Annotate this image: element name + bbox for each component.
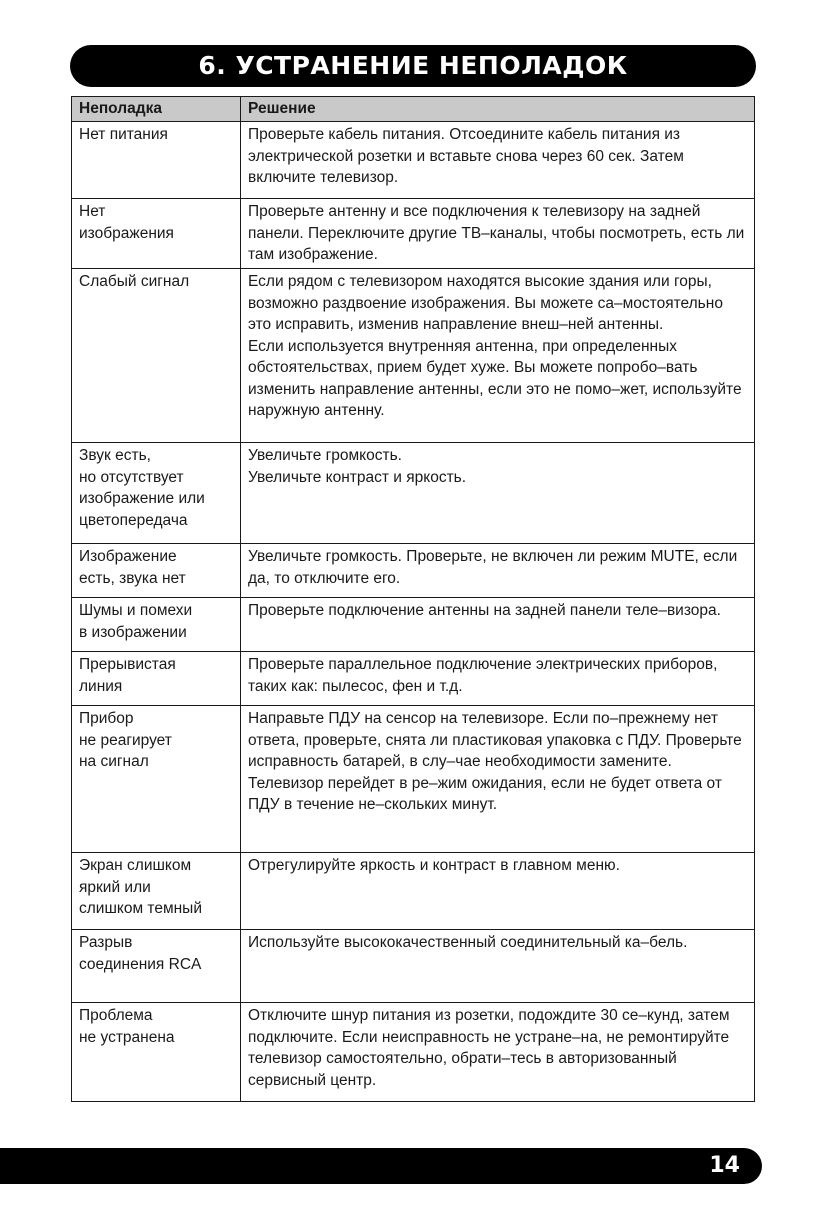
problem-text: линия	[79, 677, 123, 695]
table-row	[72, 443, 755, 544]
table-row	[72, 853, 755, 930]
solution-cell	[241, 652, 755, 706]
header-solution: Решение	[241, 97, 755, 122]
problem-text: слишком темный	[79, 900, 202, 917]
problem-cell	[72, 443, 241, 544]
problem-cell	[72, 598, 241, 652]
table-row	[72, 269, 755, 443]
table-row	[72, 544, 755, 598]
solution-text: Если рядом с телевизором находятся высокие здания или горы, возможно раздвоение изображения. Вы можете са–мостоятельно это исправить, изменив направление внеш–ней антенны.	[248, 273, 723, 333]
table-header-row	[72, 97, 755, 122]
troubleshooting-table	[71, 96, 755, 1102]
problem-cell	[72, 269, 241, 443]
solution-text: Проверьте кабель питания. Отсоедините кабель питания из электрической розетки и вставьте снова через 60 сек. Затем включите телевизор.	[248, 126, 684, 186]
solution-text: Проверьте подключение антенны на задней панели теле–визора.	[248, 602, 721, 619]
problem-text: Нет питания	[79, 126, 168, 143]
page-number: 14	[709, 1153, 740, 1178]
solution-text: Используйте высококачественный соединительный ка–бель.	[248, 934, 688, 951]
problem-cell	[72, 199, 241, 269]
solution-text: Если используется внутренняя антенна, при определенных обстоятельствах, прием будет хуже. Вы можете попробо–вать изменить направление антенны, если это не помо–жет, используйте наружную антенну.	[248, 337, 742, 419]
problem-text: цветопередача	[79, 511, 188, 529]
solution-cell	[241, 1003, 755, 1102]
table-row	[72, 706, 755, 853]
table-row	[72, 199, 755, 269]
page-title: 6. УСТРАНЕНИЕ НЕПОЛАДОК	[70, 45, 756, 87]
solution-cell	[241, 706, 755, 853]
solution-cell	[241, 930, 755, 1003]
problem-cell	[72, 122, 241, 199]
problem-cell	[72, 853, 241, 930]
table-row	[72, 122, 755, 199]
problem-text: но отсутствует	[79, 468, 184, 486]
problem-text: не устранена	[79, 1028, 175, 1046]
problem-text: Звук есть,	[79, 447, 151, 464]
table-row	[72, 930, 755, 1003]
problem-text: изображение или	[79, 490, 205, 507]
problem-cell	[72, 652, 241, 706]
problem-text: Нет	[79, 203, 106, 220]
table-body	[72, 122, 755, 1102]
problem-text: яркий или	[79, 878, 151, 896]
problem-text: на сигнал	[79, 753, 149, 770]
solution-text: Проверьте параллельное подключение электрических приборов, таких как: пылесос, фен и т.д.	[248, 656, 718, 695]
problem-text: Прерывистая	[79, 656, 176, 673]
solution-text: Увеличьте контраст и яркость.	[248, 468, 467, 486]
solution-cell	[241, 269, 755, 443]
problem-cell	[72, 706, 241, 853]
problem-text: соединения RCA	[79, 955, 202, 973]
solution-cell	[241, 853, 755, 930]
solution-text: Направьте ПДУ на сенсор на телевизоре. Если по–прежнему нет ответа, проверьте, снята ли пластиковая упаковка с ПДУ. Проверьте исправность батарей, в слу–чае необходимости замените. Телевизор перейдет в ре–жим ожидания, если не будет ответа от ПДУ в течение не–скольких минут.	[248, 710, 742, 813]
problem-text: есть, звука нет	[79, 569, 186, 587]
problem-text: Разрыв	[79, 934, 133, 951]
footer-bar	[0, 1148, 762, 1184]
solution-text: Увеличьте громкость. Проверьте, не включен ли режим MUTE, если да, то отключите его.	[248, 548, 738, 587]
problem-text: в изображении	[79, 623, 187, 641]
solution-text: Увеличьте громкость.	[248, 447, 402, 464]
problem-cell	[72, 1003, 241, 1102]
problem-text: Экран слишком	[79, 857, 192, 874]
solution-cell	[241, 122, 755, 199]
header-problem: Неполадка	[72, 97, 241, 122]
solution-cell	[241, 199, 755, 269]
solution-cell	[241, 544, 755, 598]
problem-text: Слабый сигнал	[79, 273, 190, 290]
problem-text: Шумы и помехи	[79, 602, 193, 619]
problem-text: Изображение	[79, 548, 177, 565]
solution-cell	[241, 598, 755, 652]
problem-text: Проблема	[79, 1007, 153, 1024]
table-row	[72, 1003, 755, 1102]
problem-text: изображения	[79, 224, 174, 242]
solution-text: Проверьте антенну и все подключения к телевизору на задней панели. Переключите другие ТВ–каналы, чтобы посмотреть, есть ли там изображение.	[248, 203, 745, 263]
problem-text: Прибор	[79, 710, 134, 727]
solution-text: Отключите шнур питания из розетки, подождите 30 се–кунд, затем подключите. Если неисправность не устране–на, не ремонтируйте телевизор самостоятельно, обрати–тесь в авторизованный сервисный центр.	[248, 1007, 730, 1089]
table-row	[72, 652, 755, 706]
problem-text: не реагирует	[79, 731, 172, 749]
solution-cell	[241, 443, 755, 544]
problem-cell	[72, 544, 241, 598]
table-row	[72, 598, 755, 652]
problem-cell	[72, 930, 241, 1003]
solution-text: Отрегулируйте яркость и контраст в главном меню.	[248, 857, 620, 874]
